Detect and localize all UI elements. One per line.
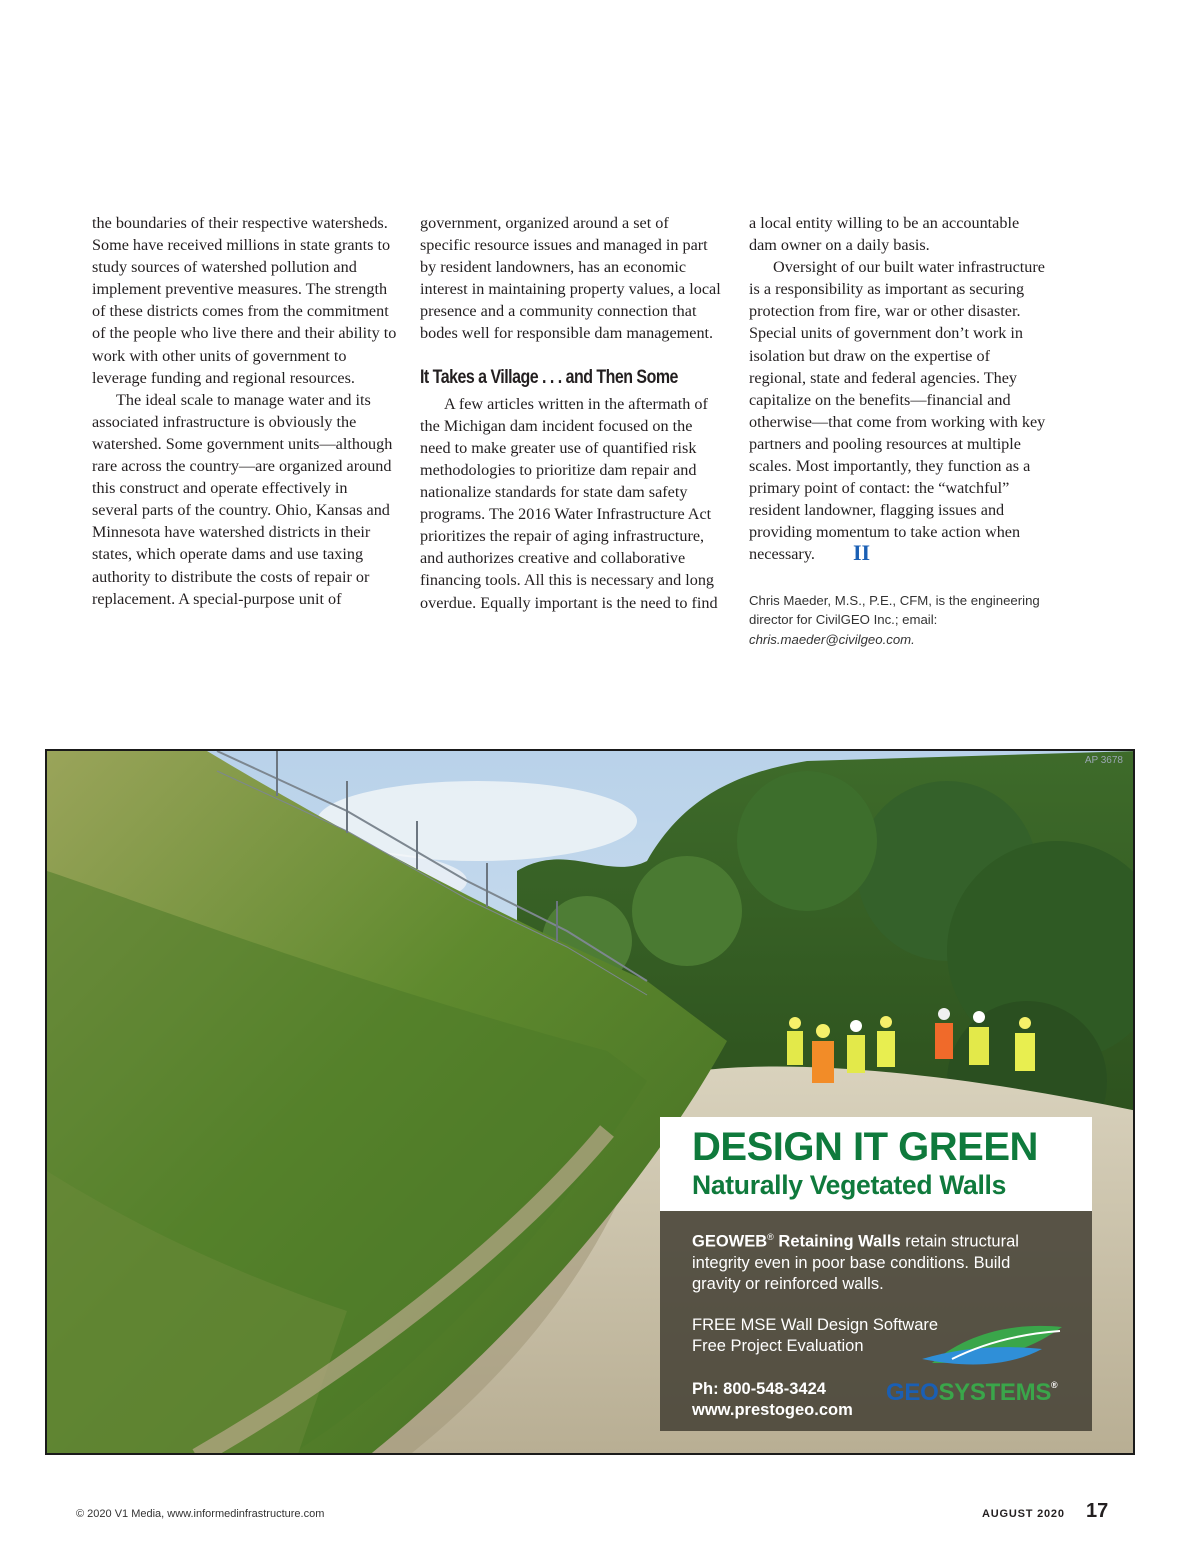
article-column-1 (92, 212, 397, 610)
geosystems-leaf-icon (912, 1319, 1072, 1369)
paragraph: A few articles written in the aftermath of the Michigan dam incident focused on the need to make greater use of quantified risk methodologies to prioritize dam repair and nationalize standards for state dam safety programs. The 2016 Water Infrastructure Act prioritizes the repair of aging infrastructure, and authorizes creative and collaborative financing tools. All this is necessary and long overdue. Equally important is the need to find (420, 394, 718, 612)
bio-text: Chris Maeder, M.S., P.E., CFM, is the engineering director for CivilGEO Inc.; email: (749, 592, 1040, 627)
geosystems-logo (886, 1379, 1057, 1407)
logo-reg: ® (1051, 1380, 1058, 1390)
paragraph: a local entity willing to be an accountable dam owner on a daily basis. (749, 214, 1020, 255)
geosystems-advertisement (45, 749, 1135, 1455)
ad-body-text: retain structural integrity even in poor base conditions. Build gravity or reinforced walls. (692, 1232, 1019, 1293)
paragraph (749, 256, 1049, 568)
footer-copyright: © 2020 V1 Media, www.informedinfrastructure.com (76, 1508, 325, 1520)
bio-email: chris.maeder@civilgeo.com. (749, 631, 915, 647)
article-column-2 (420, 212, 722, 614)
ad-body (692, 1227, 1052, 1295)
ad-brand-product: Retaining Walls (773, 1232, 901, 1251)
footer-date: AUGUST 2020 (982, 1508, 1065, 1520)
paragraph: the boundaries of their respective watersheds. Some have received millions in state grants to study sources of watershed pollution and implement preventive measures. The strength of these districts comes from the commitment of the people who live there and their ability to work with other units of government to leverage funding and regional resources. (92, 214, 397, 387)
logo-part-systems: SYSTEMS (938, 1379, 1052, 1406)
ad-brand-reg: ® (767, 1232, 774, 1242)
section-subhead: It Takes a Village . . . and Then Some (420, 366, 678, 388)
end-mark-icon (829, 544, 877, 568)
paragraph: The ideal scale to manage water and its associated infrastructure is obviously the watershed. Some government units—although rare across the country—are organized around this construct and operate effectively in several parts of the country. Ohio, Kansas and Minnesota have watershed districts in their states, which operate dams and use taxing authority to distribute the costs of repair or replacement. A special-purpose unit of (92, 390, 393, 608)
ad-brand: GEOWEB (692, 1232, 768, 1251)
ad-phone[interactable]: Ph: 800-548-3424 (692, 1380, 826, 1398)
paragraph: government, organized around a set of specific resource issues and managed in part by resident landowners, has an economic interest in maintaining property values, a local presence and a community connection that bodes well for responsible dam management. (420, 214, 721, 343)
paragraph-text: Oversight of our built water infrastructure is a responsibility as important as securing protection from fire, war or other disaster. Special units of government don’t work in isolation but draw on the expertise of regional, state and federal agencies. They capitalize on the benefits—financial and otherwise—that come from working with key partners and pooling resources at multiple scales. Most importantly, they function as a primary point of contact: the “watchful” resident landowner, flagging issues and providing momentum to take action when necessary. (749, 258, 1046, 564)
logo-part-geo: GEO (886, 1379, 939, 1406)
ad-website-link[interactable]: www.prestogeo.com (692, 1401, 853, 1419)
ad-subheadline: Naturally Vegetated Walls (692, 1170, 1007, 1200)
ad-headline: DESIGN IT GREEN (692, 1125, 1038, 1169)
page-number: 17 (1086, 1500, 1109, 1522)
end-mark-text: II (852, 544, 871, 563)
author-bio (749, 591, 1049, 650)
ad-offer-software: FREE MSE Wall Design Software (692, 1316, 939, 1334)
ad-code: AP 3678 (1084, 755, 1123, 766)
ad-offer-evaluation: Free Project Evaluation (692, 1337, 864, 1355)
ad-headline-panel (660, 1117, 1092, 1211)
ad-info-panel (660, 1211, 1092, 1431)
article-column-3 (749, 212, 1049, 649)
